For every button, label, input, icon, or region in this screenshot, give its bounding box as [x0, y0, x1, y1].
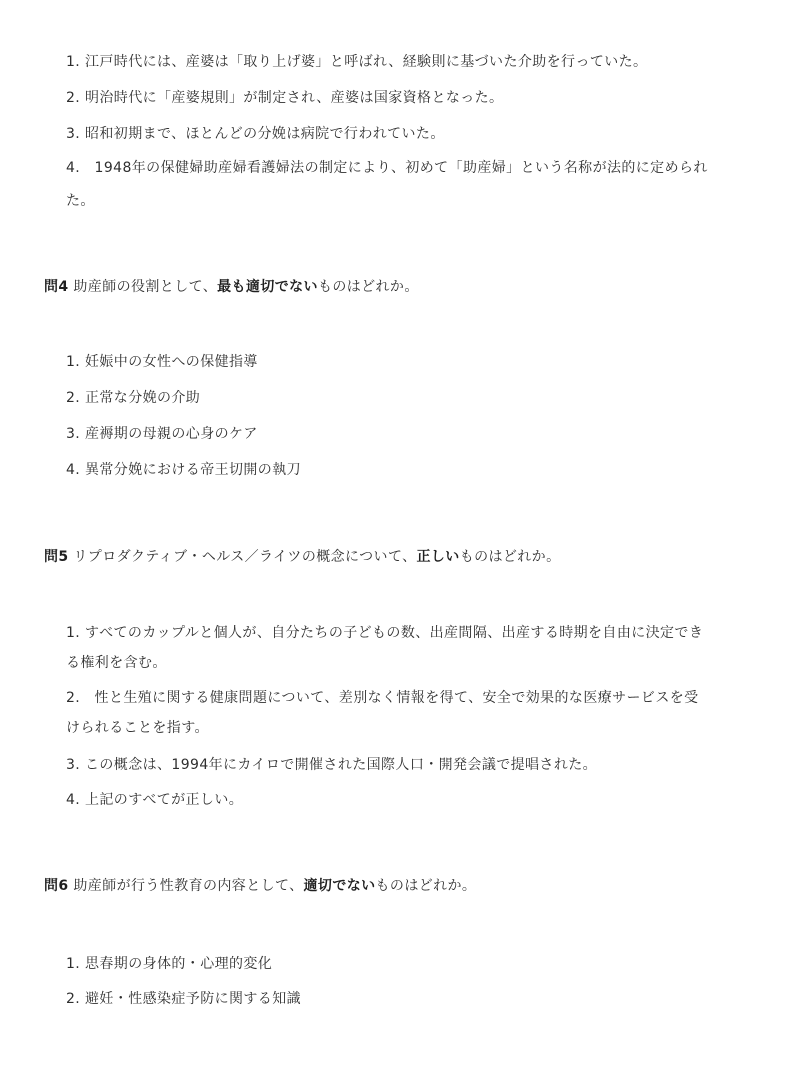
q6-option-1: 1. 思春期の身体的・心理的変化 [66, 956, 273, 972]
question-6-emphasis: 適切でない [303, 878, 376, 894]
question-4-text: 助産師の役割として、 [68, 279, 218, 295]
q5-option-2: 2. 性と生殖に関する健康問題について、差別なく情報を得て、安全で効果的な医療サービスを受 [66, 690, 699, 706]
q5-option-1-continued: る権利を含む。 [66, 655, 167, 671]
q5-option-2-continued: けられることを指す。 [66, 720, 209, 736]
q4-option-3: 3. 産褥期の母親の心身のケア [66, 426, 258, 442]
question-5-text-end: ものはどれか。 [459, 549, 561, 565]
question-6-text: 助産師が行う性教育の内容として、 [68, 878, 304, 894]
question-4-text-end: ものはどれか。 [317, 279, 419, 295]
question-4-number: 問4 [44, 279, 69, 295]
q6-option-2: 2. 避妊・性感染症予防に関する知識 [66, 991, 302, 1007]
question-6-title [44, 876, 476, 896]
q4-option-1: 1. 妊娠中の女性への保健指導 [66, 354, 258, 370]
question-6-text-end: ものはどれか。 [375, 878, 477, 894]
q3-option-1: 1. 江戸時代には、産婆は「取り上げ婆」と呼ばれ、経験則に基づいた介助を行っていた。 [66, 54, 648, 70]
question-5-title [44, 547, 561, 567]
question-5-emphasis: 正しい [416, 549, 460, 565]
q3-option-3: 3. 昭和初期まで、ほとんどの分娩は病院で行われていた。 [66, 126, 445, 142]
q3-option-2: 2. 明治時代に「産婆規則」が制定され、産婆は国家資格となった。 [66, 90, 504, 106]
q4-option-4: 4. 異常分娩における帝王切開の執刀 [66, 462, 302, 478]
question-4-emphasis: 最も適切でない [217, 279, 318, 295]
question-5-text: リプロダクティブ・ヘルス／ライツの概念について、 [68, 549, 417, 565]
q4-option-2: 2. 正常な分娩の介助 [66, 390, 201, 406]
question-4-title [44, 277, 419, 297]
question-5-number: 問5 [44, 549, 69, 565]
question-6-number: 問6 [44, 878, 69, 894]
q3-option-4: 4. 1948年の保健婦助産婦看護婦法の制定により、初めて「助産婦」という名称が法的に定められ [66, 160, 708, 176]
q5-option-1: 1. すべてのカップルと個人が、自分たちの子どもの数、出産間隔、出産する時期を自由に決定でき [66, 625, 704, 641]
q5-option-4: 4. 上記のすべてが正しい。 [66, 792, 244, 808]
q3-option-4-continued: た。 [66, 193, 95, 209]
q5-option-3: 3. この概念は、1994年にカイロで開催された国際人口・開発会議で提唱された。 [66, 757, 598, 773]
